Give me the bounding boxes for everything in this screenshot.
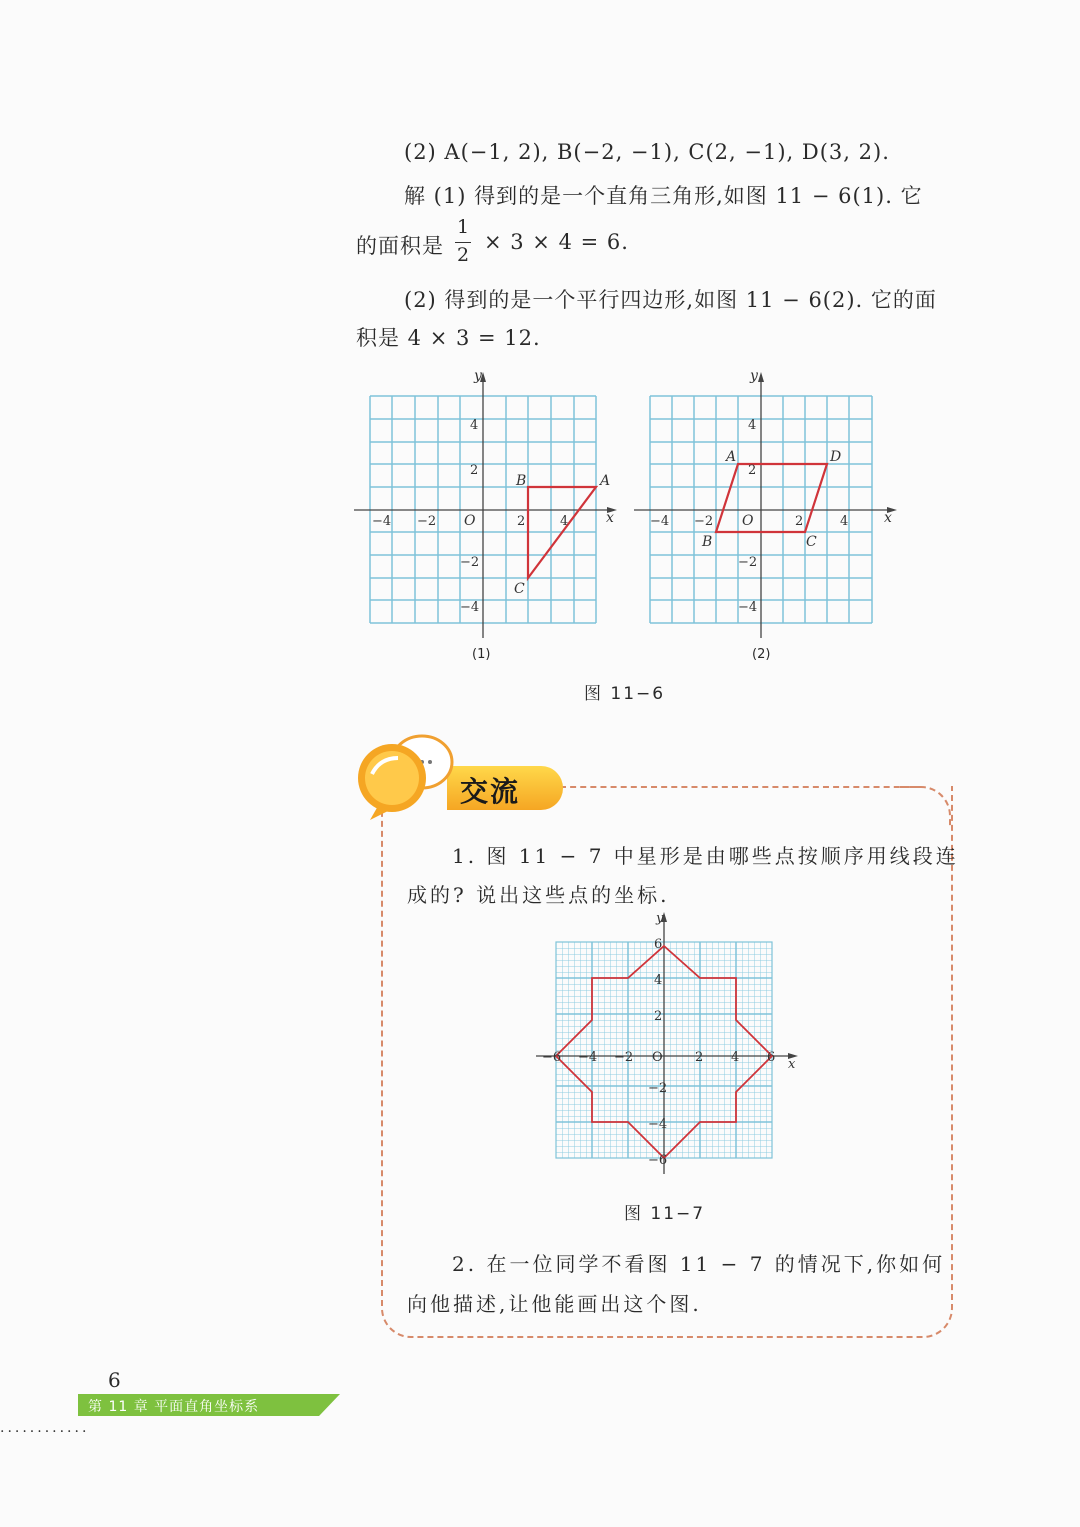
point-b-label: B <box>516 473 527 489</box>
svg-text:2: 2 <box>517 514 526 529</box>
svg-text:6: 6 <box>654 937 663 952</box>
point-c-label: C <box>514 581 525 597</box>
figure-11-6-1-label: (1) <box>472 647 491 662</box>
question-1-line-1: 1. 图 11 − 7 中星形是由哪些点按顺序用线段连 <box>452 844 959 868</box>
figure-11-6-2 <box>632 368 897 643</box>
svg-text:2: 2 <box>748 463 757 478</box>
svg-text:4: 4 <box>731 1050 740 1065</box>
fraction-denominator: 2 <box>456 244 470 266</box>
svg-text:−4: −4 <box>648 1117 668 1132</box>
svg-text:4: 4 <box>748 418 757 433</box>
exchange-box-top <box>560 786 920 788</box>
svg-text:−4: −4 <box>578 1050 598 1065</box>
figure-11-7-caption: 图 11−7 <box>624 1204 706 1224</box>
text-line-5: 积是 4 × 3 = 12. <box>356 326 541 350</box>
figure-11-6-2-label: (2) <box>752 647 771 662</box>
x-label: x <box>884 510 892 526</box>
svg-text:4: 4 <box>840 514 849 529</box>
svg-text:2: 2 <box>795 514 804 529</box>
point-d-label: D <box>830 449 842 465</box>
page-number: 6 <box>108 1368 121 1392</box>
footer-dots: ............ <box>0 1420 90 1436</box>
svg-text:4: 4 <box>560 514 569 529</box>
figure-11-6-caption: 图 11−6 <box>584 684 666 704</box>
text-line-3b: × 3 × 4 = 6. <box>484 230 629 254</box>
svg-text:−2: −2 <box>417 514 437 529</box>
parallelogram-abcd <box>716 464 827 532</box>
point-b-label: B <box>702 534 713 550</box>
point-a-label: A <box>726 449 737 465</box>
y-label: y <box>750 368 758 384</box>
y-label: y <box>656 911 664 926</box>
svg-text:2: 2 <box>654 1009 663 1024</box>
svg-text:4: 4 <box>470 418 479 433</box>
text-line-4: (2) 得到的是一个平行四边形,如图 11 − 6(2). 它的面 <box>404 288 937 312</box>
svg-text:6: 6 <box>767 1050 776 1065</box>
origin-label: O <box>742 513 754 529</box>
y-axis-arrow <box>758 372 764 382</box>
svg-text:−2: −2 <box>460 555 480 570</box>
origin-label: O <box>464 513 476 529</box>
question-1-line-2: 成的? 说出这些点的坐标. <box>407 883 670 907</box>
x-label: x <box>606 510 614 526</box>
svg-text:−2: −2 <box>648 1081 668 1096</box>
text-line-2: 解 (1) 得到的是一个直角三角形,如图 11 − 6(1). 它 <box>404 184 923 208</box>
question-2-line-2: 向他描述,让他能画出这个图. <box>407 1292 702 1316</box>
svg-text:−2: −2 <box>694 514 714 529</box>
text-line-1: (2) A(−1, 2), B(−2, −1), C(2, −1), D(3, 2). <box>404 140 890 164</box>
text-line-3a: 的面积是 <box>356 234 444 258</box>
fraction-bar <box>455 242 471 243</box>
svg-text:4: 4 <box>654 973 663 988</box>
question-2-line-1: 2. 在一位同学不看图 11 − 7 的情况下,你如何 <box>452 1252 946 1276</box>
svg-text:2: 2 <box>695 1050 704 1065</box>
svg-text:−4: −4 <box>738 600 758 615</box>
svg-text:−4: −4 <box>460 600 480 615</box>
point-a-label: A <box>600 473 611 489</box>
exchange-title: 交流 <box>460 775 521 808</box>
svg-text:−2: −2 <box>738 555 758 570</box>
svg-text:−6: −6 <box>542 1050 562 1065</box>
svg-text:O: O <box>652 1050 663 1065</box>
chapter-title: 第 11 章 平面直角坐标系 <box>88 1399 260 1415</box>
y-label: y <box>474 368 482 384</box>
figure-11-6-1 <box>352 368 617 643</box>
fraction-numerator: 1 <box>456 216 470 238</box>
svg-text:−2: −2 <box>614 1050 634 1065</box>
svg-text:−4: −4 <box>372 514 392 529</box>
figure-11-7 <box>530 908 800 1180</box>
svg-text:−6: −6 <box>648 1153 668 1168</box>
speech-bubbles-icon <box>350 728 460 820</box>
svg-text:2: 2 <box>470 463 479 478</box>
svg-text:−4: −4 <box>650 514 670 529</box>
x-label: x <box>788 1057 796 1072</box>
point-c-label: C <box>806 534 817 550</box>
